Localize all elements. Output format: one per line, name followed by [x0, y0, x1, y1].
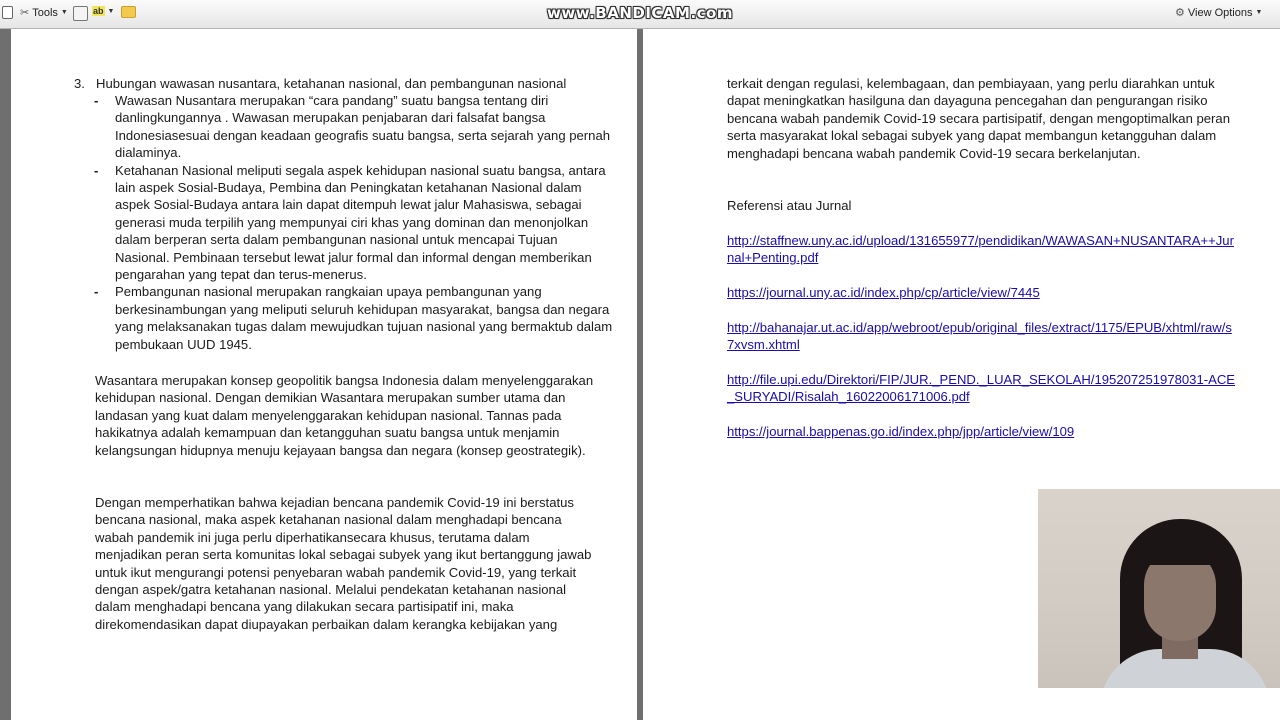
- chevron-down-icon: ▼: [1255, 9, 1263, 16]
- spellcheck-icon: [73, 6, 88, 21]
- chevron-down-icon: ▼: [107, 7, 115, 15]
- tools-menu[interactable]: [20, 6, 68, 19]
- bullet-dash: -: [94, 162, 99, 178]
- bullet-pembangunan: [94, 283, 614, 353]
- page-icon[interactable]: [2, 6, 13, 19]
- folder-icon: [121, 6, 136, 18]
- item-number: 3.: [74, 76, 85, 91]
- references-heading: Referensi atau Jurnal: [727, 198, 852, 213]
- bandicam-watermark: www.BANDICAM.com: [546, 4, 733, 22]
- paragraph-wasantara: Wasantara merupakan konsep geopolitik bangsa Indonesia dalam menyelenggarakan kehidupan nasional. Dengan demikian Wasantara merupakan sumber utama dan landasan yang kuat dalam menyelenggarakan kehidupan nasional. Tannas pada hakikatnya adalah kemampuan dan ketangguhan suatu bangsa untuk menjamin kelangsungan hidupnya menuju kejayaan bangsa dan negara (konsep geostrategik).: [95, 373, 594, 458]
- bullet-wawasan: [94, 92, 614, 162]
- reference-link[interactable]: https://journal.bappenas.go.id/index.php/jpp/article/view/109: [727, 424, 1075, 439]
- bullet-list: [94, 92, 614, 353]
- document-page-left: [11, 29, 637, 720]
- bullet-text: Ketahanan Nasional meliputi segala aspek kehidupan nasional suatu bangsa, antara lain aspek Sosial-Budaya, Pembina dan Peningkatan ketahanan Nasional dalam aspek Sosial-Budaya antara lain dapat ditempuh lewat jalur Mahasiswa, sebagai generasi muda terpilih yang mempunyai ciri khas yang dominan dan menonjolkan dalam berperan serta dalam pembangunan nasional untuk mencapai Tujuan Nasional. Pembinaan tersebut lewat jalur formal dan informal dengan memberikan pengarahan yang tepat dan terus-menerus.: [115, 162, 606, 283]
- paragraph-continued: terkait dengan regulasi, kelembagaan, dan pembiayaan, yang perlu diarahkan untuk dapat meningkatkan hasilguna dan dayaguna pencegahan dan pengurangan risiko bencana wabah pandemik Covid-19 secara partisipatif, dengan mengoptimalkan peran serta masyarakat lokal sebagai subyek yang dapat membangun ketangguhan dalam menghadapi bencana wabah pandemik Covid-19 secara berkelanjutan.: [727, 76, 1230, 161]
- webcam-overlay: [1038, 489, 1280, 688]
- view-options-menu[interactable]: [1175, 6, 1262, 19]
- paragraph-covid: Dengan memperhatikan bahwa kejadian bencana pandemik Covid-19 ini berstatus bencana nasional, maka aspek ketahanan nasional dalam menghadapi bencana wabah pandemik ini juga perlu diperhatikansecara khusus, terutama dalam menjadikan peran serta komunitas lokal sebagai subyek yang ikut bertanggung jawab untuk ikut mengurangi potensi penyebaran wabah pandemik Covid-19, yang terkait dengan aspek/gatra ketahanan nasional. Melalui pendekatan ketahanan nasional dalam menghadapi bencana yang dilakukan secara partisipatif ini, maka direkomendasikan dapat diupayakan perbaikan dalam kerangka kebijakan yang: [95, 495, 592, 632]
- tools-icon: ✂: [20, 7, 30, 19]
- highlight-icon: ab: [93, 6, 104, 16]
- chevron-down-icon: ▼: [60, 9, 68, 16]
- reference-link[interactable]: http://file.upi.edu/Direktori/FIP/JUR._PEND._LUAR_SEKOLAH/195207251978031-ACE_SURYADI/Risalah_16022006171006.pdf: [727, 372, 1236, 405]
- bullet-dash: -: [94, 93, 99, 108]
- webcam-person-fringe: [1136, 527, 1224, 565]
- bullet-ketahanan: [94, 162, 614, 284]
- bullet-dash: -: [94, 284, 99, 300]
- item-title: Hubungan wawasan nusantara, ketahanan nasional, dan pembangunan nasional: [96, 76, 567, 91]
- reference-link[interactable]: http://bahanajar.ut.ac.id/app/webroot/epub/original_files/extract/1175/EPUB/xhtml/raw/s7xvsm.xhtml: [727, 320, 1232, 353]
- view-options-label: View Options: [1187, 6, 1253, 19]
- top-toolbar: [0, 0, 1280, 29]
- tools-label: Tools: [32, 6, 58, 19]
- spelling-button[interactable]: [73, 6, 88, 21]
- view-options-icon: ⚙: [1175, 7, 1185, 19]
- folder-button[interactable]: [121, 6, 136, 18]
- bullet-text: Wawasan Nusantara merupakan “cara pandang” suatu bangsa tentang diri danlingkungannya . Wawasan merupakan penjabaran dari falsafat bangsa Indonesiasesuai dengan keadaan geografis suatu bangsa, serta sejarah yang pernah dialaminya.: [115, 93, 611, 161]
- reference-link[interactable]: https://journal.uny.ac.id/index.php/cp/article/view/7445: [727, 285, 1040, 300]
- reference-link[interactable]: http://staffnew.uny.ac.id/upload/131655977/pendidikan/WAWASAN+NUSANTARA++Jurnal+Penting.pdf: [727, 233, 1234, 266]
- bullet-text: Pembangunan nasional merupakan rangkaian upaya pembangunan yang berkesinambungan yang meliputi seluruh kehidupan masyarakat, bangsa dan negara yang melaksanakan tugas dalam mewujudkan tujuan nasional yang bermaktub dalam pembukaan UUD 1945.: [115, 284, 613, 352]
- highlight-button[interactable]: [92, 6, 114, 16]
